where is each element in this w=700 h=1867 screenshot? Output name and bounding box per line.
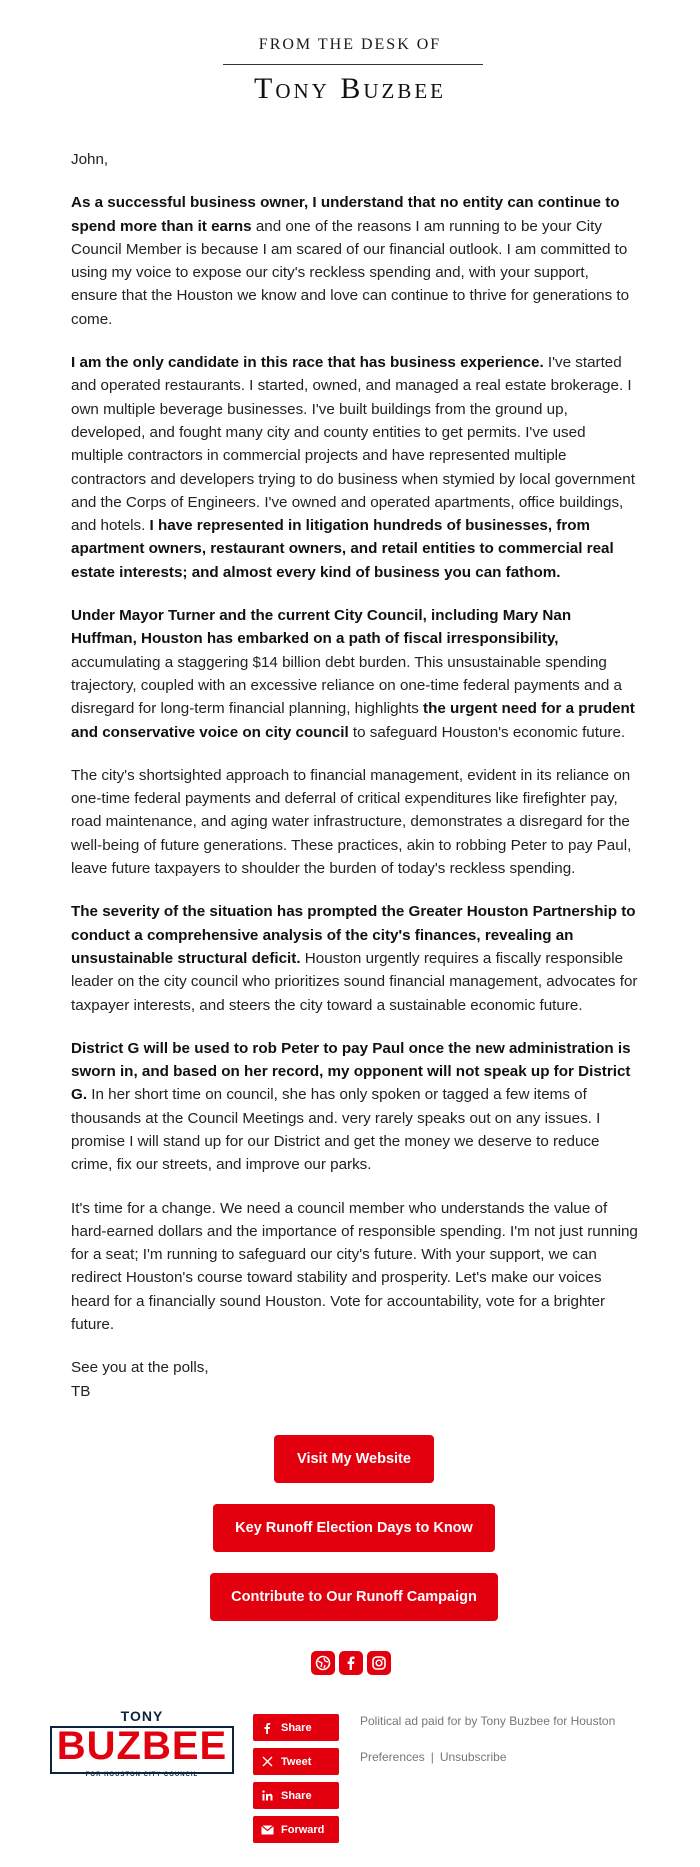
paid-for-disclaimer: Political ad paid for by Tony Buzbee for Houston bbox=[360, 1714, 616, 1728]
logo-last-name: BUZBEE bbox=[56, 1724, 228, 1768]
paragraph-1-bold: As a successful business owner, I understand that no entity can continue to spend more than it earns bbox=[71, 194, 620, 235]
paragraph-4: The city's shortsighted approach to financial management, evident in its reliance on one-time federal payments and deferral of critical expenditures like firefighter pay, road maintenance, and aging water infrastructure, demonstrates a disregard for the well-being of future generations. These practices, akin to robbing Peter to pay Paul, leave future taxpayers to shoulder the burden of today's reckless spending. bbox=[71, 766, 632, 878]
social-links bbox=[311, 1651, 391, 1675]
share-linkedin-button[interactable] bbox=[253, 1782, 339, 1809]
paragraph-3-bold-2: the urgent need for a prudent and conservative voice on city council bbox=[71, 700, 635, 741]
greeting: John, bbox=[71, 151, 109, 168]
paragraph-5 bbox=[71, 900, 639, 1016]
paragraph-6-bold: District G will be used to rob Peter to pay Paul once the new administration is sworn in, and based on her record, my opponent will not speak up for District G. bbox=[71, 1039, 631, 1104]
paragraph-2-text: I've started and operated restaurants. I started, owned, and managed a real estate brokerage. I own multiple beverage businesses. I've built buildings from the ground up, developed, and fought many city and county entities to get permits. I've used multiple contractors in commercial projects and have represented multiple contractors and developers trying to do business when stymied by local government and the Corps of Engineers. I've owned and operated apartments, office buildings, and hotels. bbox=[71, 354, 635, 535]
campaign-logo bbox=[50, 1708, 234, 1778]
paragraph-7: It's time for a change. We need a council member who understands the value of hard-earned dollars and the importance of responsible spending. I'm not just running for a seat; I'm running to safeguard our city's future. With your support, we can redirect Houston's course toward stability and prosperity. Let's make our voices heard for a financially sound Houston. Vote for accountability, vote for a brighter future. bbox=[71, 1199, 638, 1334]
signature-initials: TB bbox=[71, 1382, 91, 1400]
from-desk-label: FROM THE DESK OF bbox=[258, 36, 442, 53]
paragraph-3-bold: Under Mayor Turner and the current City Council, including Mary Nan Huffman, Houston has embarked on a path of fiscal irresponsibility, bbox=[71, 607, 572, 648]
facebook-icon[interactable] bbox=[339, 1651, 363, 1675]
contribute-button[interactable]: Contribute to Our Runoff Campaign bbox=[210, 1573, 498, 1621]
preferences-link[interactable]: Preferences bbox=[360, 1750, 425, 1764]
forward-button[interactable] bbox=[253, 1816, 339, 1843]
paragraph-3-text-2: to safeguard Houston's economic future. bbox=[348, 723, 626, 741]
paragraph-5-text: Houston urgently requires a fiscally responsible leader on the city council who prioritizes sound financial management, advocates for taxpayer interests, and steers the city toward a sustainable economic future. bbox=[71, 949, 638, 1014]
forward-label: Forward bbox=[281, 1823, 325, 1836]
paragraph-3 bbox=[71, 604, 639, 744]
paragraph-2-bold: I am the only candidate in this race that has business experience. bbox=[71, 354, 544, 372]
signoff bbox=[71, 1356, 639, 1403]
paragraph-2 bbox=[71, 351, 639, 584]
paragraph-1 bbox=[71, 191, 639, 331]
letter-body bbox=[71, 148, 639, 1423]
paragraph-5-bold: The severity of the situation has prompted the Greater Houston Partnership to conduct a comprehensive analysis of the city's finances, revealing an unsustainable structural deficit. bbox=[71, 903, 636, 967]
header-divider bbox=[223, 64, 483, 65]
paragraph-1-text: and one of the reasons I am running to be your City Council Member is because I am scared of our financial outlook. I am committed to using my voice to expose our city's reckless spending and, with your support, ensure that the Houston we know and love can continue to thrive for generations to come. bbox=[71, 217, 630, 328]
share-facebook-button[interactable] bbox=[253, 1714, 339, 1741]
paragraph-3-text: accumulating a staggering $14 billion debt burden. This unsustainable spending trajectory, coupled with an excessive reliance on one-time federal payments and a disregard for long-term financial planning, highlights bbox=[71, 653, 622, 718]
footer-separator: | bbox=[430, 1750, 434, 1764]
share-facebook-label: Share bbox=[281, 1721, 312, 1734]
website-icon[interactable] bbox=[311, 1651, 335, 1675]
signoff-line: See you at the polls, bbox=[71, 1359, 209, 1377]
share-x-label: Tweet bbox=[281, 1755, 312, 1768]
paragraph-2-bold-2: I have represented in litigation hundreds of businesses, from apartment owners, restaurant owners, and retail entities to commercial real estate interests; and almost every kind of business you can fathom. bbox=[71, 517, 614, 581]
footer-links bbox=[360, 1750, 507, 1764]
share-linkedin-label: Share bbox=[281, 1789, 312, 1802]
instagram-icon[interactable] bbox=[367, 1651, 391, 1675]
envelope-icon bbox=[253, 1825, 281, 1835]
x-icon bbox=[253, 1756, 281, 1767]
runoff-days-button[interactable]: Key Runoff Election Days to Know bbox=[213, 1504, 495, 1552]
share-x-button[interactable] bbox=[253, 1748, 339, 1775]
logo-tagline: FOR HOUSTON CITY COUNCIL bbox=[85, 1772, 199, 1778]
facebook-icon bbox=[253, 1722, 281, 1734]
paragraph-6 bbox=[71, 1037, 639, 1177]
visit-website-button[interactable]: Visit My Website bbox=[274, 1435, 434, 1483]
logo-first-name: TONY bbox=[120, 1708, 164, 1724]
sender-name: Tony Buzbee bbox=[254, 72, 446, 105]
unsubscribe-link[interactable]: Unsubscribe bbox=[439, 1750, 507, 1764]
linkedin-icon bbox=[253, 1790, 281, 1801]
paragraph-6-text: In her short time on council, she has only spoken or tagged a few items of thousands at the Council Meetings and. very rarely speaks out on any issues. I promise I will stand up for our District and get the money we deserve to reduce crime, fix our streets, and improve our parks. bbox=[71, 1086, 601, 1174]
